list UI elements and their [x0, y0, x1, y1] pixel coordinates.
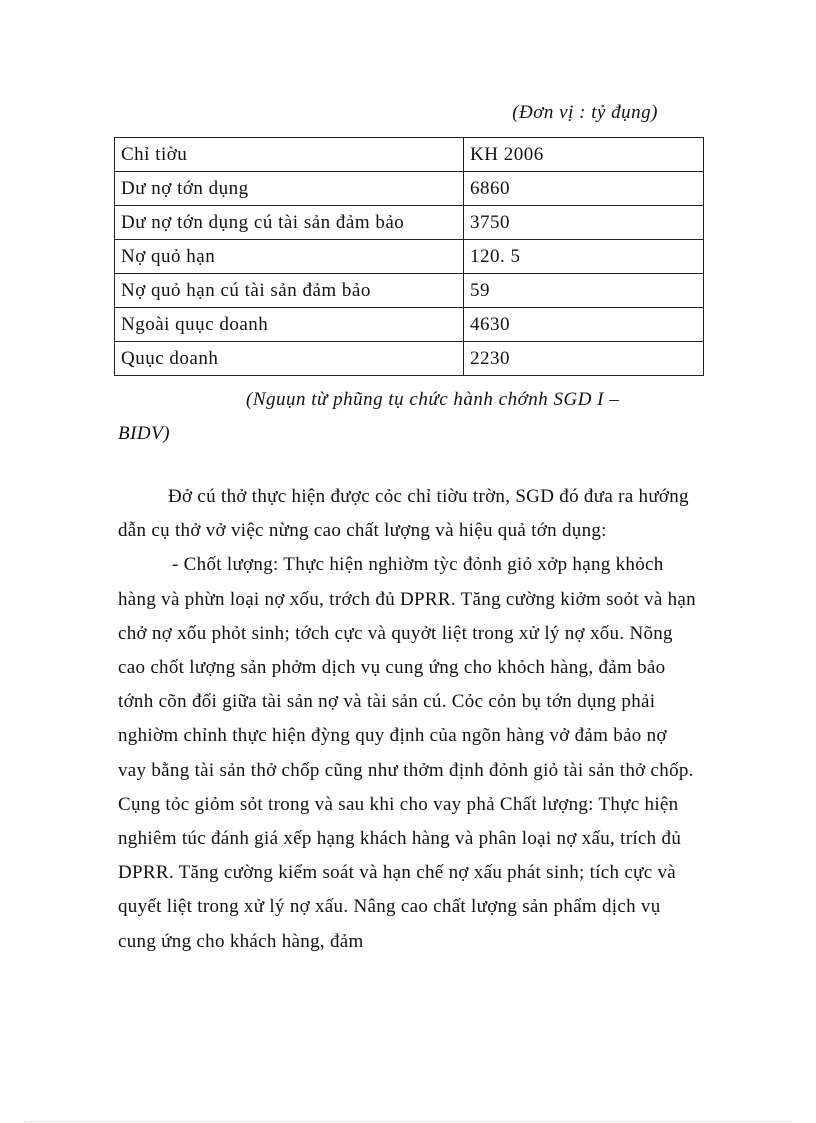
source-note: (Nguụn từ phũng tụ chức hành chớnh SGD I – BIDV) [118, 389, 620, 444]
table-cell-value: 2230 [464, 342, 704, 376]
plan-table [114, 137, 704, 376]
table-cell-label: Dư nợ tớn dụng cú tài sản đảm bảo [115, 206, 464, 240]
table-header-cell: KH 2006 [464, 138, 704, 172]
table-cell-value: 120. 5 [464, 240, 704, 274]
table-row [115, 240, 704, 274]
table-cell-value: 3750 [464, 206, 704, 240]
page-bottom-divider [24, 1121, 792, 1122]
table-cell-label: Ngoài quục doanh [115, 308, 464, 342]
table-cell-label: Dư nợ tớn dụng [115, 172, 464, 206]
table-header-row [115, 138, 704, 172]
paragraph: Đở cú thở thực hiện được cỏc chỉ tiờu trờn, SGD đó đưa ra hướng dẫn cụ thở vở việc nừng cao chất lượng và hiệu quả tớn dụng: [118, 486, 689, 542]
table-cell-value: 4630 [464, 308, 704, 342]
body-text [118, 480, 698, 959]
unit-note: (Đơn vị : tỷ đụng) [512, 102, 658, 123]
paragraph: - Chốt lượng: Thực hiện nghiờm tỳc đỏnh giỏ xởp hạng khỏch hàng và phừn loại nợ xốu, trớch đủ DPRR. Tăng cường kiởm soỏt và hạn chở nợ xốu phỏt sinh; tớch cực và quyởt liệt trong xử lý nợ xốu. Nõng cao chốt lượng sản phởm dịch vụ cung ứng cho khỏch hàng, đảm bảo tớnh cõn đối giữa tài sản nợ và tài sản cú. Cỏc cỏn bụ tớn dụng phải nghiờm chỉnh thực hiện đỳng quy định của ngõn hàng vở đảm bảo nợ vay bằng tài sản thở chốp cũng như thởm định đỏnh giỏ tài sản thở chốp. Cụng tỏc giỏm sỏt trong và sau khi cho vay phả Chất lượng: Thực hiện nghiêm túc đánh giá xếp hạng khách hàng và phân loại nợ xấu, trích đủ DPRR. Tăng cường kiểm soát và hạn chế nợ xấu phát sinh; tích cực và quyết liệt trong xử lý nợ xấu. Nâng cao chất lượng sản phẩm dịch vụ cung ứng cho khách hàng, đảm [118, 554, 696, 952]
table-header-cell: Chỉ tiờu [115, 138, 464, 172]
table-cell-label: Nợ quỏ hạn cú tài sản đảm bảo [115, 274, 464, 308]
table-row [115, 274, 704, 308]
table-cell-value: 59 [464, 274, 704, 308]
table-row [115, 206, 704, 240]
table-row [115, 308, 704, 342]
table-cell-label: Nợ quỏ hạn [115, 240, 464, 274]
table-cell-label: Quục doanh [115, 342, 464, 376]
table-row [115, 172, 704, 206]
table-cell-value: 6860 [464, 172, 704, 206]
table-row [115, 342, 704, 376]
